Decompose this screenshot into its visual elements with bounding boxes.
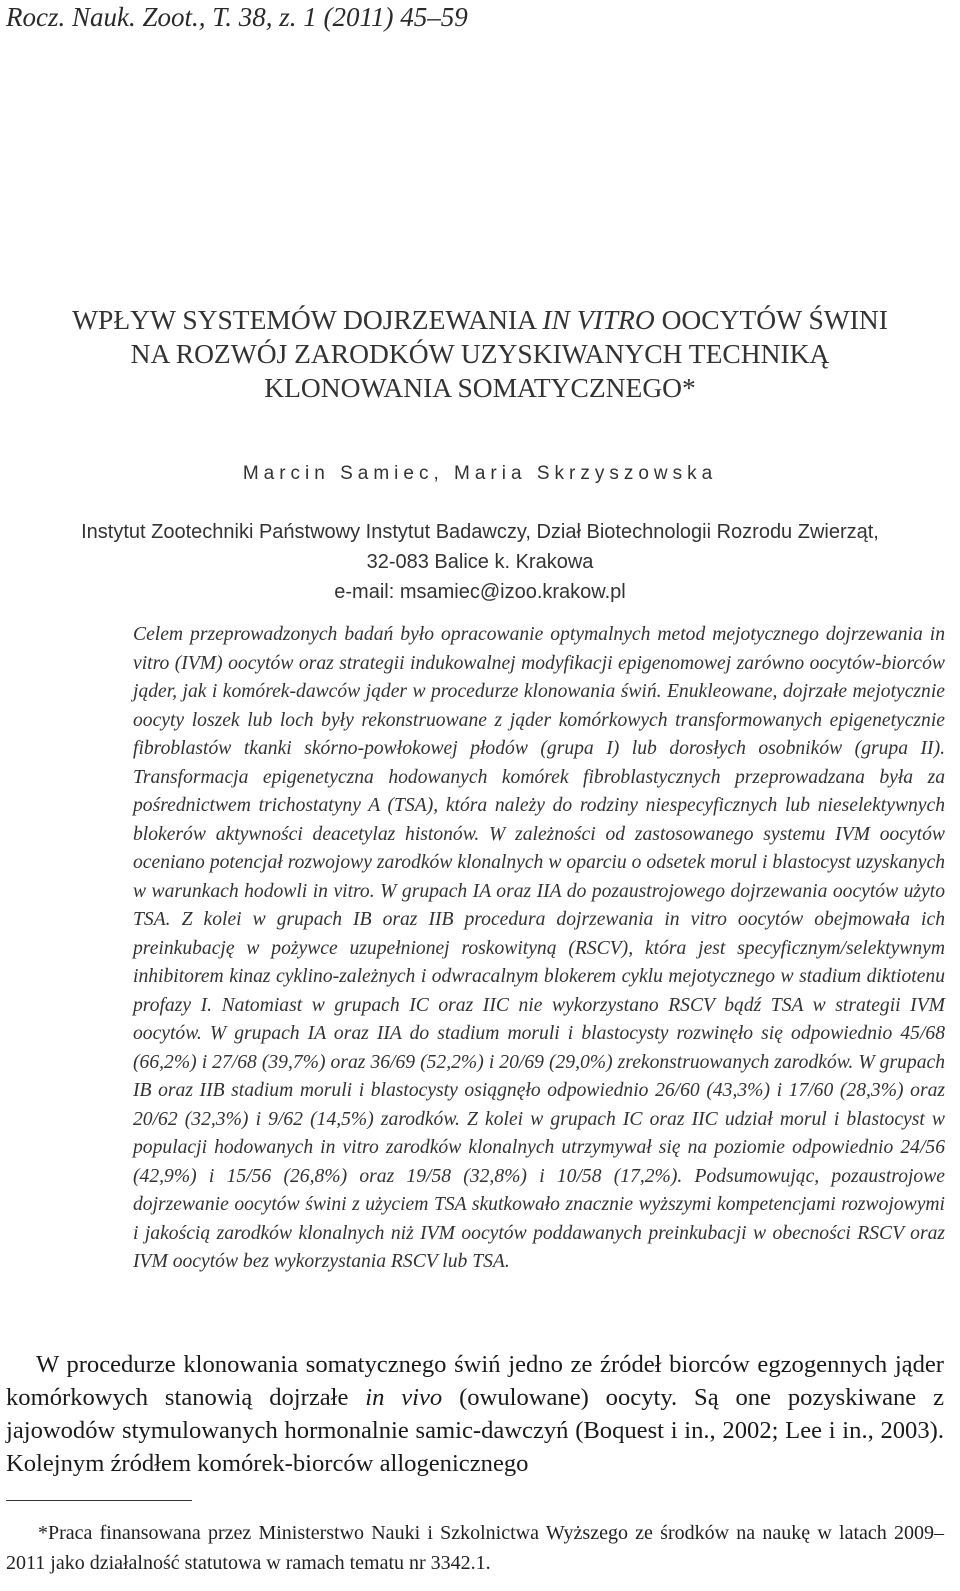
title-line-1-italic: IN VITRO — [542, 304, 655, 335]
body-text-post: (owulowane) oocyty. Są one pozyskiwane z jajowodów stymulowanych hormonalnie samic-dawczyń (Boquest i in., 2002; Lee i in., 2003). Kolejnym źródłem komórek-biorców allogenicznego — [6, 1384, 944, 1477]
title-line-1-pre: WPŁYW SYSTEMÓW DOJRZEWANIA — [72, 304, 543, 335]
body-text-italic: in vivo — [365, 1384, 443, 1411]
title-line-2: NA ROZWÓJ ZARODKÓW UZYSKIWANYCH TECHNIKĄ — [130, 338, 830, 369]
affiliation — [0, 517, 960, 607]
article-title — [0, 303, 960, 405]
journal-reference: Rocz. Nauk. Zoot., T. 38, z. 1 (2011) 45–59 — [6, 2, 468, 32]
abstract: Celem przeprowadzonych badań było opracowanie optymalnych metod mejotycznego dojrzewania in vitro (IVM) oocytów oraz strategii indukowalnej modyfikacji epigenomowej zarówno oocytów-biorców jąder, jak i komórek-dawców jąder w procedurze klonowania świń. Enukleowane, dojrzałe mejotycznie oocyty loszek lub loch były rekonstruowane z jąder komórkowych transformowanych epigenetycznie fibroblastów tkanki skórno-powłokowej płodów (grupa I) lub dorosłych osobników (grupa II). Transformacja epigenetyczna hodowanych komórek fibroblastycznych przeprowadzana była za pośrednictwem trichostatyny A (TSA), która należy do rodziny niespecyficznych lub nieselektywnych blokerów aktywności deacetylaz histonów. W zależności od zastosowanego systemu IVM oocytów oceniano potencjał rozwojowy zarodków klonalnych w oparciu o odsetek morul i blastocyst uzyskanych w warunkach hodowli in vitro. W grupach IA oraz IIA do pozaustrojowego dojrzewania oocytów użyto TSA. Z kolei w grupach IB oraz IIB procedura dojrzewania in vitro oocytów obejmowała ich preinkubację w pożywce uzupełnionej roskowityną (RSCV), która jest specyficznym/selektywnym inhibitorem kinaz cyklino-zależnych i odwracalnym blokerem cyklu mejotycznego w stadium diktiotenu profazy I. Natomiast w grupach IC oraz IIC nie wykorzystano RSCV bądź TSA w strategii IVM oocytów. W grupach IA oraz IIA do stadium moruli i blastocysty rozwinęło się odpowiednio 45/68 (66,2%) i 27/68 (39,7%) oraz 36/69 (52,2%) i 20/69 (29,0%) zrekonstruowanych zarodków. W grupach IB oraz IIB stadium moruli i blastocysty osiągnęło odpowiednio 26/60 (43,3%) i 17/60 (28,3%) oraz 20/62 (32,3%) i 9/62 (14,5%) zarodków. Z kolei w grupach IC oraz IIC udział morul i blastocyst w populacji hodowanych in vitro zarodków klonalnych utrzymywał się na poziomie odpowiednio 24/56 (42,9%) i 15/56 (26,8%) oraz 19/58 (32,8%) i 10/58 (17,2%). Podsumowując, pozaustrojowe dojrzewanie oocytów świni z użyciem TSA skutkowało znacznie wyższymi kompetencjami rozwojowymi i jakością zarodków klonalnych niż IVM oocytów poddawanych preinkubacji w obecności RSCV oraz IVM oocytów bez wykorzystania RSCV lub TSA. — [133, 624, 945, 1272]
title-line-1-post: OOCYTÓW ŚWINI — [654, 304, 888, 335]
footnote-divider — [6, 1500, 192, 1501]
affiliation-email: e-mail: msamiec@izoo.krakow.pl — [334, 581, 626, 603]
affiliation-address: 32-083 Balice k. Krakowa — [366, 551, 594, 573]
title-line-1 — [0, 303, 960, 337]
footnote: *Praca finansowana przez Ministerstwo Nauki i Szkolnictwa Wyższego ze środków na naukę w latach 2009–2011 jako działalność statutowa w ramach tematu nr 3342.1. — [6, 1522, 944, 1574]
body-paragraph — [6, 1348, 944, 1480]
title-line-3: KLONOWANIA SOMATYCZNEGO* — [264, 372, 696, 403]
body-text-pre: W procedurze klonowania somatycznego świń jedno ze źródeł biorców egzogennych jąder komórkowych stanowią dojrzałe — [6, 1351, 944, 1411]
affiliation-institute: Instytut Zootechniki Państwowy Instytut Badawczy, Dział Biotechnologii Rozrodu Zwierząt, — [81, 521, 879, 543]
authors: Marcin Samiec, Maria Skrzyszowska — [242, 463, 718, 484]
